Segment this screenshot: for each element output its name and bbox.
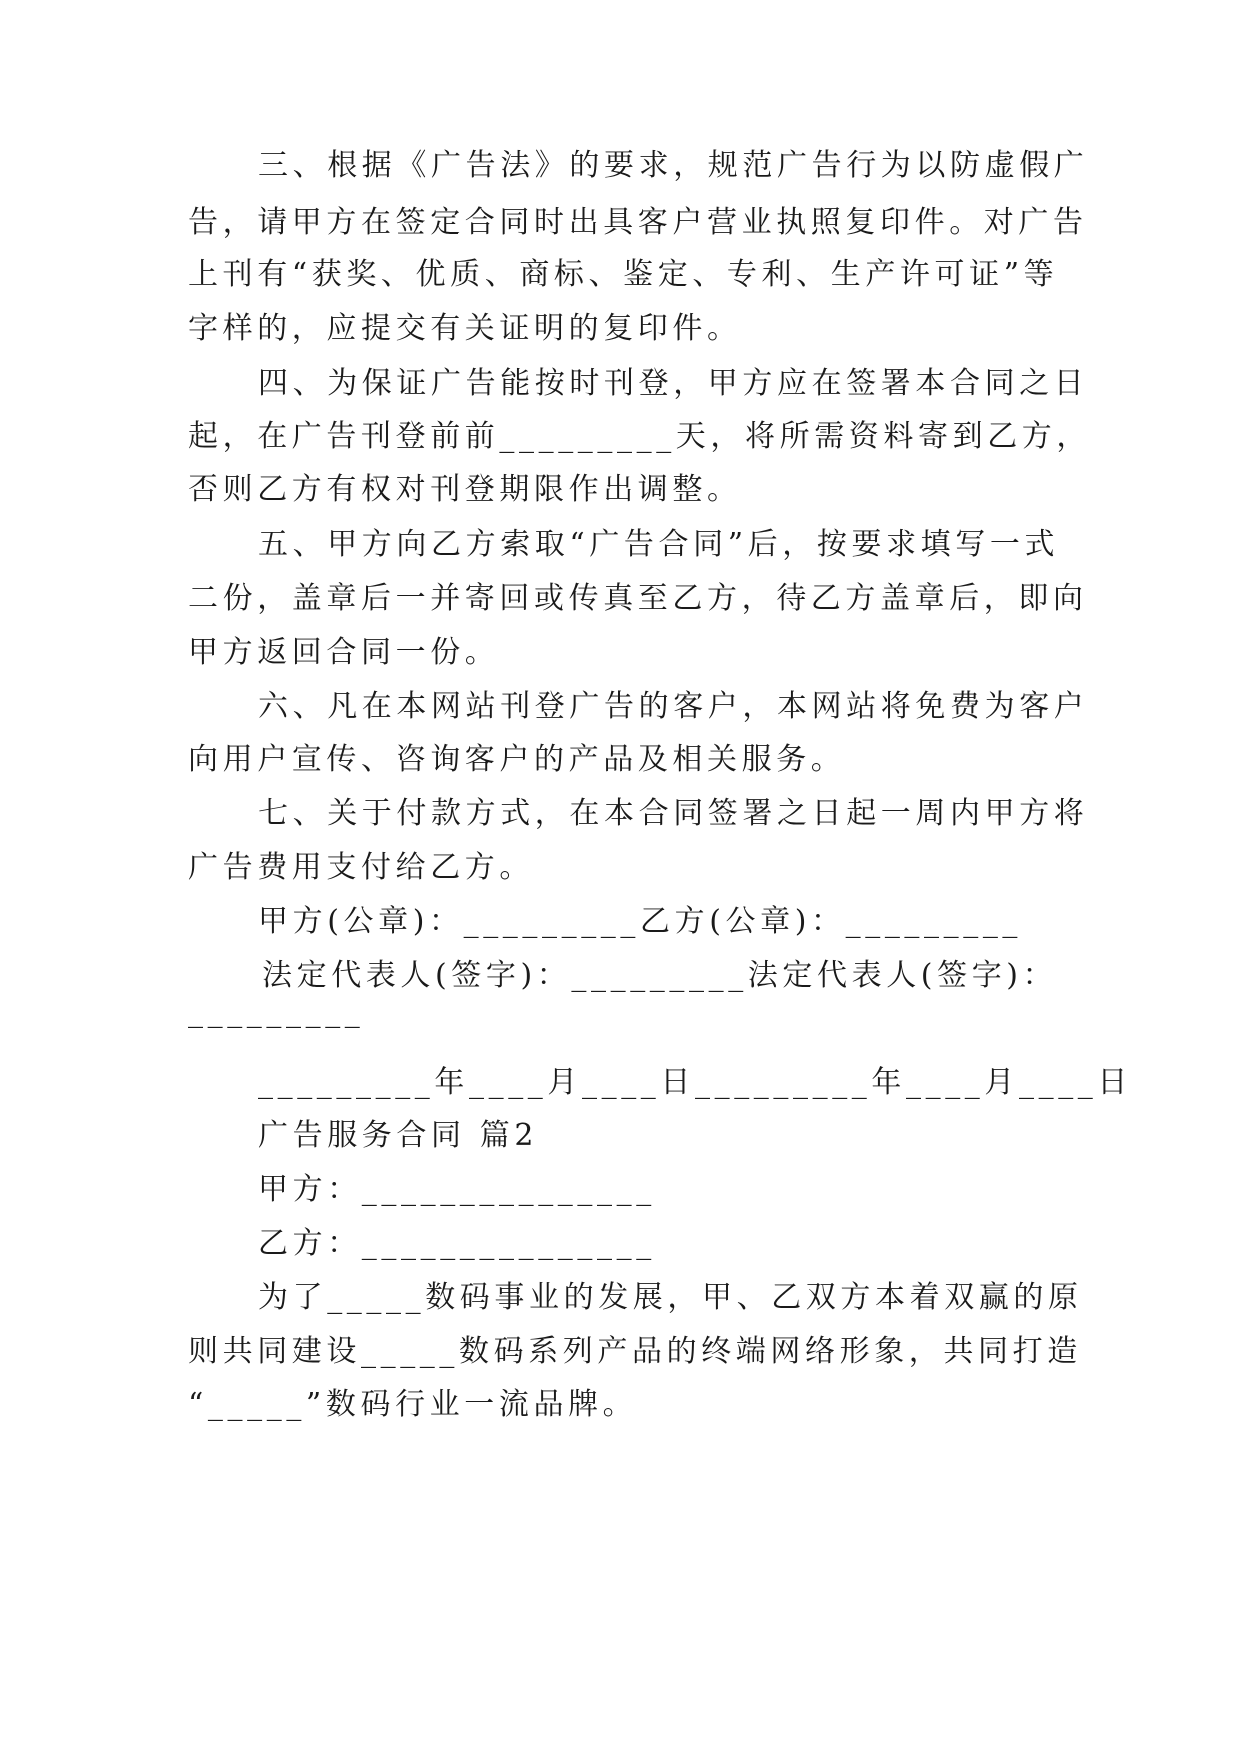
section-title: 广告服务合同 篇2 (258, 1118, 539, 1153)
preamble-line-1: 为了_____数码事业的发展，甲、乙双方本着双赢的原 (258, 1280, 1083, 1315)
date-line: _________年____月____日_________年____月____日 (258, 1065, 1132, 1100)
clause-4-line-1: 四、为保证广告能按时刊登，甲方应在签署本合同之日 (258, 366, 1089, 401)
clause-4-line-2: 起，在广告刊登前前_________天，将所需资料寄到乙方， (188, 419, 1091, 454)
seal-line: 甲方(公章)：_________乙方(公章)：_________ (258, 904, 1023, 939)
signature-blank: _________ (188, 994, 365, 1029)
clause-3-line-1: 三、根据《广告法》的要求，规范广告行为以防虚假广 (258, 148, 1089, 183)
party-b-line: 乙方：_______________ (258, 1226, 656, 1261)
clause-6-line-2: 向用户宣传、咨询客户的产品及相关服务。 (188, 742, 846, 777)
clause-7-line-1: 七、关于付款方式，在本合同签署之日起一周内甲方将 (258, 796, 1089, 831)
clause-5-line-1: 五、甲方向乙方索取“广告合同”后，按要求填写一式 (258, 527, 1060, 562)
clause-3-line-3: 上刊有“获奖、优质、商标、鉴定、专利、生产许可证”等 (188, 257, 1059, 292)
clause-4-line-3: 否则乙方有权对刊登期限作出调整。 (188, 472, 742, 507)
clause-5-line-3: 甲方返回合同一份。 (188, 635, 500, 670)
party-a-line: 甲方：_______________ (258, 1172, 656, 1207)
clause-5-line-2: 二份，盖章后一并寄回或传真至乙方，待乙方盖章后，即向 (188, 581, 1088, 616)
clause-3-line-2: 告，请甲方在签定合同时出具客户营业执照复印件。对广告 (188, 205, 1088, 240)
preamble-line-2: 则共同建设_____数码系列产品的终端网络形象，共同打造 (188, 1334, 1082, 1369)
clause-6-line-1: 六、凡在本网站刊登广告的客户，本网站将免费为客户 (258, 689, 1089, 724)
signature-line: 法定代表人(签字)：_________法定代表人(签字)： (262, 958, 1058, 993)
clause-3-line-4: 字样的，应提交有关证明的复印件。 (188, 311, 742, 346)
clause-7-line-2: 广告费用支付给乙方。 (188, 850, 534, 885)
preamble-line-3: “_____”数码行业一流品牌。 (188, 1387, 638, 1422)
